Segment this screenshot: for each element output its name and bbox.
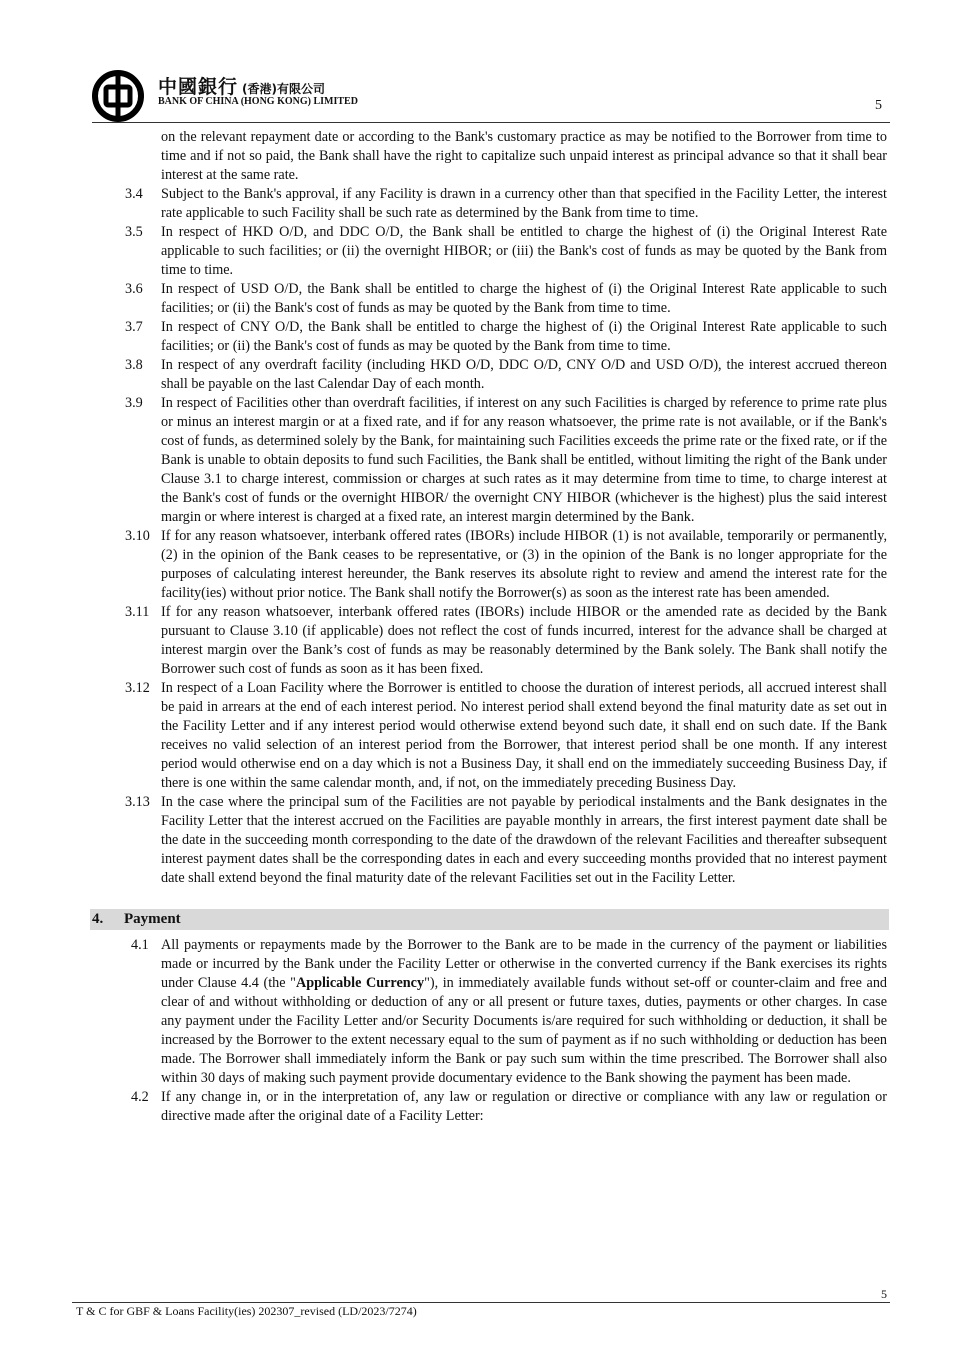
clause-text: Subject to the Bank's approval, if any Facility is drawn in a currency other than that specified in the Facility Letter, the interest rate applicable to such Facility shall be such rate as determined by the Bank from time to time. bbox=[161, 186, 887, 221]
section-title: Payment bbox=[124, 911, 181, 927]
footer-document-reference: T & C for GBF & Loans Facility(ies) 202307_revised (LD/2023/7274) bbox=[76, 1304, 417, 1318]
page-header bbox=[92, 64, 890, 123]
footer-divider bbox=[72, 1302, 890, 1303]
clause-number: 3.11 bbox=[125, 604, 150, 620]
clause-text: In the case where the principal sum of the Facilities are not payable by periodical instalments and the Bank designates in the Facility Letter that the interest accrued on the Facilities are payable monthly in arrears, the first interest payment date shall be the date in the succeeding month corresponding to the date of the drawdown of the relevant Facilities and thereafter subsequent interest payment dates shall be the corresponding dates in each and every succeeding months provided that no interest payment date shall extend beyond the final maturity date of the relevant Facilities set out in the Facility Letter. bbox=[161, 794, 887, 886]
clause-3-6 bbox=[125, 280, 887, 318]
clause-number: 3.6 bbox=[125, 281, 143, 297]
clause-text: If any change in, or in the interpretation of, any law or regulation or directive or compliance with any law or regulation or directive made after the original date of a Facility Letter: bbox=[161, 1089, 887, 1124]
clause-text: In respect of HKD O/D, and DDC O/D, the Bank shall be entitled to charge the highest of (i) the Original Interest Rate applicable to such facilities; or (ii) the overnight HIBOR; or (iii) the Bank's cost of funds as may be quoted by the Bank from time to time. bbox=[161, 224, 887, 278]
clause-text-part: "), in immediately available funds without set-off or counter-claim and free and clear of and without withholding or deduction of any or all present or future taxes, duties, payments or other charges. In case any payment under the Facility Letter and/or Security Documents is/are required for such withholding or deduction, it shall be increased by the Borrower to the extent necessary equal to the sum of payment as if no such withholding or deduction has been made. The Borrower shall immediately inform the Bank or pay such sum within the time prescribed. The Borrower shall also within 30 days of making such payment provide documentary evidence to the Bank showing the payment has been made. bbox=[161, 975, 888, 1086]
clause-number: 3.4 bbox=[125, 186, 143, 202]
clause-text: In respect of any overdraft facility (including HKD O/D, DDC O/D, CNY O/D and USD O/D), the interest accrued thereon shall be payable on the last Calendar Day of each month. bbox=[161, 357, 887, 392]
clause-3-8 bbox=[125, 356, 887, 394]
clause-3-11 bbox=[125, 603, 887, 679]
clause-4-1 bbox=[131, 936, 888, 1088]
brand-english-name: BANK OF CHINA (HONG KONG) LIMITED bbox=[158, 96, 358, 107]
brand-chinese-suffix: (香港)有限公司 bbox=[242, 82, 325, 96]
clause-text: If for any reason whatsoever, interbank offered rates (IBORs) include HIBOR or the amended rate as decided by the Bank pursuant to Clause 3.10 (if applicable) does not reflect the cost of funds incurred, interest for the advance shall be charged at interest margin over the Bank’s cost of funds as may be reasonably determined by the Bank solely. The Bank shall notify the Borrower such cost of funds as soon as it has been fixed. bbox=[161, 604, 887, 677]
clause-3-5 bbox=[125, 223, 887, 280]
clause-number: 3.10 bbox=[125, 528, 150, 544]
clause-number: 3.8 bbox=[125, 357, 143, 373]
clause-3-13 bbox=[125, 793, 887, 888]
clause-3-10 bbox=[125, 527, 887, 603]
clause-3-7 bbox=[125, 318, 887, 356]
clause-3-4 bbox=[125, 185, 887, 223]
clause-text-part: All payments or repayments made by the Borrower to the Bank are to be made in the currency of the payment or liabilities made or incurred by the Bank under the Facility Letter or otherwise in the converted currency if the Bank exercises its rights under Clause 4.4 (the " bbox=[161, 937, 887, 991]
clause-number: 3.7 bbox=[125, 319, 143, 335]
clause-number: 3.5 bbox=[125, 224, 143, 240]
defined-term: Applicable Currency bbox=[295, 975, 425, 991]
clause-number: 3.12 bbox=[125, 680, 150, 696]
brand-chinese-name: 中國銀行 (香港)有限公司 bbox=[158, 76, 325, 98]
clause-text: If for any reason whatsoever, interbank offered rates (IBORs) include HIBOR (1) is not available, temporarily or permanently, (2) in the opinion of the Bank ceases to be representative, or (3) in the opinion of the Bank is no longer appropriate for the purposes of calculating interest hereunder, the Bank reserves its absolute right to review and amend the interest rate for the facility(ies) without prior notice. The Bank shall notify the Borrower(s) as soon as the interest rate has been amended. bbox=[161, 528, 887, 601]
clause-number: 3.9 bbox=[125, 395, 143, 411]
clause-text: In respect of USD O/D, the Bank shall be entitled to charge the highest of (i) the Original Interest Rate applicable to such facilities; or (ii) the Bank's cost of funds as may be quoted by the Bank from time to time. bbox=[161, 281, 887, 316]
header-page-number: 5 bbox=[875, 98, 882, 113]
clause-number: 4.1 bbox=[131, 937, 149, 953]
footer-page-number: 5 bbox=[881, 1287, 887, 1301]
clause-text: In respect of Facilities other than overdraft facilities, if interest on any such Facilities is charged by reference to prime rate plus or minus an interest margin or at a fixed rate, and if for any reason whatsoever, the prime rate is not available, or if the Bank's cost of funds, as determined solely by the Bank, for maintaining such Facilities exceeds the prime rate or the fixed rate, or if the Bank is unable to obtain deposits to fund such Facilities, the Bank shall be entitled, without limiting the right of the Bank under Clause 3.1 to charge interest, commission or charges at such rates as it may determine from time to time, to charge interest at the Bank's cost of funds or the overnight HIBOR/ the overnight CNY HIBOR (whichever is the highest) plus the said interest margin or where interest is charged at a fixed rate, an interest margin determined by the Bank. bbox=[161, 395, 887, 525]
section-heading-payment bbox=[90, 909, 889, 930]
clause-4-2 bbox=[131, 1088, 887, 1126]
clause-3-9 bbox=[125, 394, 887, 527]
continued-paragraph: on the relevant repayment date or according to the Bank's customary practice as may be notified to the Borrower from time to time and if not so paid, the Bank shall have the right to capitalize such unpaid interest as principal advance so that it shall bear interest at the same rate. bbox=[161, 129, 887, 183]
section-number: 4. bbox=[92, 911, 104, 927]
clause-text: In respect of CNY O/D, the Bank shall be entitled to charge the highest of (i) the Original Interest Rate applicable to such facilities; or (ii) the Bank's cost of funds as may be quoted by the Bank from time to time. bbox=[161, 319, 887, 354]
clause-number: 4.2 bbox=[131, 1089, 149, 1105]
bank-logo-icon bbox=[92, 70, 144, 122]
document-body bbox=[0, 128, 965, 1126]
clause-text: In respect of a Loan Facility where the Borrower is entitled to choose the duration of interest periods, all accrued interest shall be paid in arrears at the end of each interest period. No interest period shall extend beyond the final maturity date as set out in the Facility Letter and if any interest period would otherwise extend beyond such date, it shall end on such date. If the Bank receives no valid selection of an interest period from the Borrower, that interest period shall be one month. If any interest period would otherwise end on a day which is not a Business Day, it shall end on the immediately succeeding Business Day, if there is one within the same calendar month, and, if not, on the immediately preceding Business Day. bbox=[161, 680, 887, 791]
clause-number: 3.13 bbox=[125, 794, 150, 810]
clause-3-12 bbox=[125, 679, 887, 793]
